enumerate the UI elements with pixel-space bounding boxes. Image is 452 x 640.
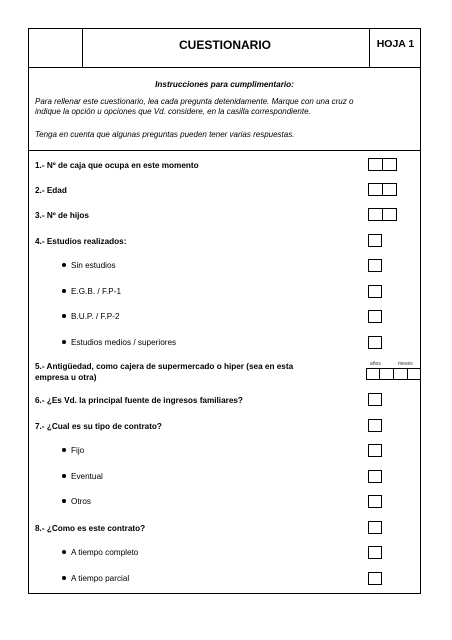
question-6: 6.- ¿Es Vd. la principal fuente de ingresos familiares? [35, 396, 243, 405]
bullet-icon [62, 263, 66, 267]
q4-answer-box[interactable] [368, 234, 382, 247]
q5-months-label: meses [398, 361, 413, 367]
q4-option-4-checkbox[interactable] [368, 336, 382, 349]
bullet-icon [62, 499, 66, 503]
q1-answer-box[interactable] [368, 158, 397, 171]
instructions-line-2: indique la opción u opciones que Vd. considere, en la casilla correspondiente. [35, 107, 311, 116]
q3-answer-box[interactable] [368, 208, 397, 221]
q7-option-eventual: Eventual [62, 472, 103, 481]
q7-option-3-checkbox[interactable] [368, 495, 382, 508]
bullet-icon [62, 340, 66, 344]
question-1: 1.- Nº de caja que ocupa en este momento [35, 161, 199, 170]
q7-option-2-checkbox[interactable] [368, 470, 382, 483]
q8-option-2-checkbox[interactable] [368, 572, 382, 585]
question-3: 3.- Nº de hijos [35, 211, 89, 220]
q4-option-sin-estudios: Sin estudios [62, 261, 116, 270]
q5-divider [393, 369, 394, 380]
q8-option-parcial: A tiempo parcial [62, 574, 129, 583]
page-title: CUESTIONARIO [178, 38, 271, 52]
q8-option-1-checkbox[interactable] [368, 546, 382, 559]
q4-option-2-checkbox[interactable] [368, 285, 382, 298]
q7-option-fijo: Fijo [62, 446, 84, 455]
q4-option-bup: B.U.P. / F.P-2 [62, 312, 120, 321]
sheet-label: HOJA 1 [376, 38, 415, 50]
q2-answer-box[interactable] [368, 183, 397, 196]
q7-answer-box[interactable] [368, 419, 382, 432]
question-5-line-2: empresa u otra) [35, 373, 97, 382]
q4-option-medios: Estudios medios / superiores [62, 338, 176, 347]
q4-option-3-checkbox[interactable] [368, 310, 382, 323]
question-2: 2.- Edad [35, 186, 67, 195]
bullet-icon [62, 289, 66, 293]
q5-years-label: años [370, 361, 381, 367]
q4-option-egb: E.G.B. / F.P-1 [62, 287, 121, 296]
bullet-icon [62, 448, 66, 452]
instructions-bottom-rule [28, 150, 421, 151]
q8-option-completo: A tiempo completo [62, 548, 138, 557]
question-8: 8.- ¿Como es este contrato? [35, 524, 146, 533]
q8-answer-box[interactable] [368, 521, 382, 534]
question-7: 7.- ¿Cual es su tipo de contrato? [35, 422, 162, 431]
question-4: 4.- Estudios realizados: [35, 237, 127, 246]
q5-antiguedad-box[interactable] [366, 368, 421, 380]
q5-divider [407, 369, 408, 380]
q5-divider [379, 369, 380, 380]
q7-option-1-checkbox[interactable] [368, 444, 382, 457]
instructions-title: Instrucciones para cumplimentario: [155, 80, 294, 89]
instructions-line-1: Para rellenar este cuestionario, lea cada pregunta detenidamente. Marque con una cruz o [35, 97, 354, 106]
bullet-icon [62, 550, 66, 554]
bullet-icon [62, 474, 66, 478]
question-5-line-1: 5.- Antigüedad, como cajera de supermercado o hiper (sea en esta [35, 362, 294, 371]
q7-option-otros: Otros [62, 497, 91, 506]
instructions-line-3: Tenga en cuenta que algunas preguntas pueden tener varias respuestas. [35, 130, 295, 139]
q6-answer-box[interactable] [368, 393, 382, 406]
header-divider-left [82, 28, 83, 67]
bullet-icon [62, 314, 66, 318]
q4-option-1-checkbox[interactable] [368, 259, 382, 272]
header-bottom-rule [28, 67, 421, 68]
bullet-icon [62, 576, 66, 580]
